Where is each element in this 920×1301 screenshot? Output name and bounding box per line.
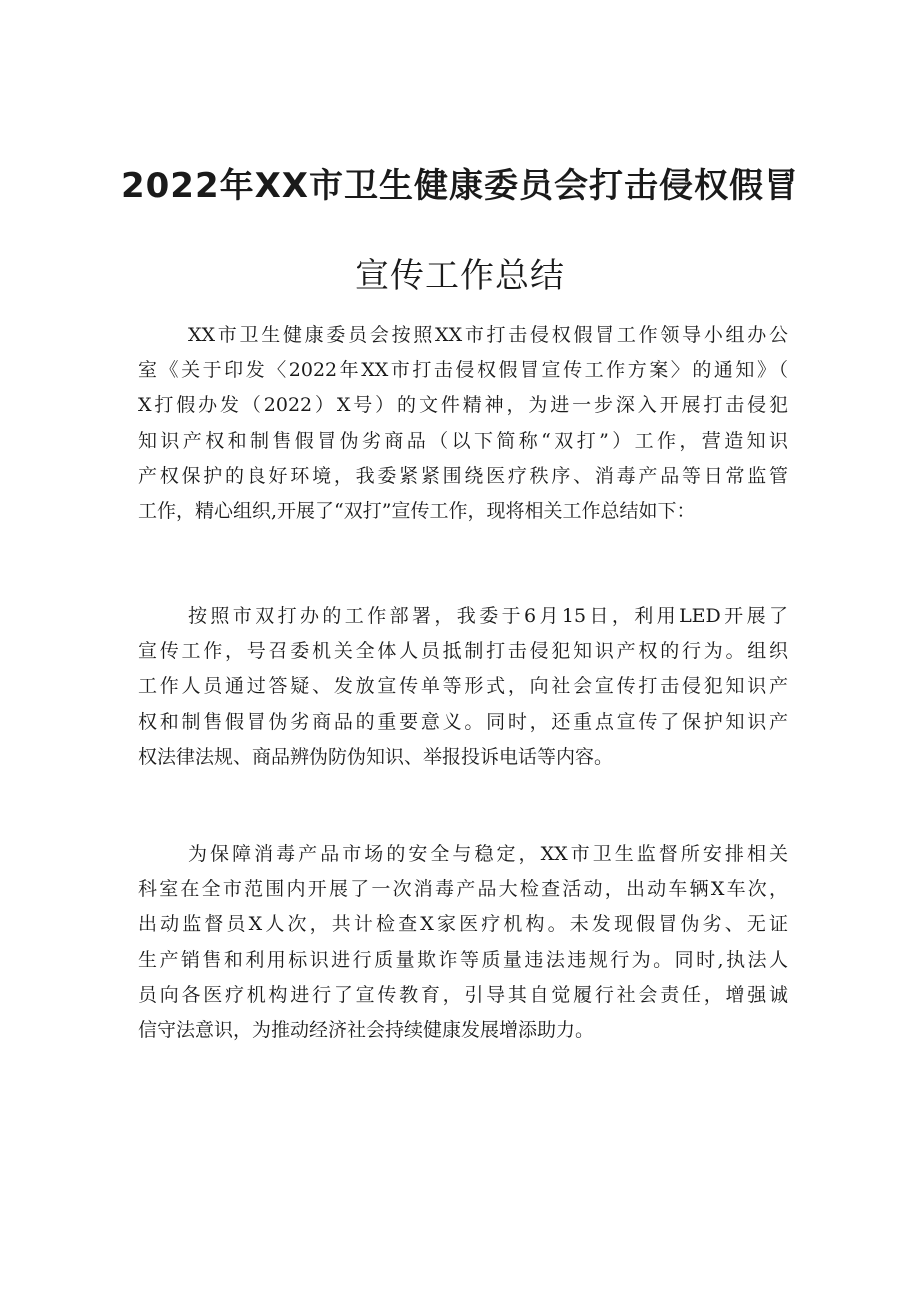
paragraph-intro: [138, 318, 788, 529]
paragraph-line: XX市卫生健康委员会按照XX市打击侵权假冒工作领导小组办公: [188, 324, 788, 346]
paragraph-line: 产权保护的良好环境，我委紧紧围绕医疗秩序、消毒产品等日常监管: [138, 464, 788, 487]
paragraph-line: 科室在全市范围内开展了一次消毒产品大检查活动，出动车辆X车次，: [138, 878, 788, 901]
paragraph-line: 按照市双打办的工作部署，我委于6月15日，利用LED开展了: [188, 605, 788, 627]
paragraph-disinfection-inspection: [138, 837, 788, 1048]
paragraph-line: 宣传工作，号召委机关全体人员抵制打击侵犯知识产权的行为。组织: [138, 640, 788, 663]
paragraph-line: 工作，精心组织,开展了“双打”宣传工作，现将相关工作总结如下：: [138, 499, 696, 522]
document-title-line-2: 宣传工作总结: [355, 256, 565, 296]
paragraph-led-campaign: [138, 599, 788, 775]
paragraph-line: 生产销售和利用标识进行质量欺诈等质量违法违规行为。同时,执法人: [138, 948, 788, 971]
paragraph-line: 员向各医疗机构进行了宣传教育，引导其自觉履行社会责任，增强诚: [138, 983, 788, 1006]
paragraph-line: 室《关于印发〈2022年XX市打击侵权假冒宣传工作方案〉的通知》（: [138, 359, 788, 382]
paragraph-line: 工作人员通过答疑、发放宣传单等形式，向社会宣传打击侵犯知识产: [138, 675, 788, 698]
paragraph-line: 权和制售假冒伪劣商品的重要意义。同时，还重点宣传了保护知识产: [138, 710, 788, 733]
document-title-line-1: 2022年XX市卫生健康委员会打击侵权假冒: [120, 166, 800, 206]
paragraph-line: X打假办发（2022）X号）的文件精神，为进一步深入开展打击侵犯: [138, 394, 788, 417]
paragraph-line: 信守法意识，为推动经济社会持续健康发展增添助力。: [138, 1018, 595, 1041]
paragraph-line: 出动监督员X人次，共计检查X家医疗机构。未发现假冒伪劣、无证: [138, 913, 788, 936]
paragraph-line: 权法律法规、商品辨伪防伪知识、举报投诉电话等内容。: [138, 745, 614, 768]
paragraph-line: 为保障消毒产品市场的安全与稳定，XX市卫生监督所安排相关: [188, 843, 788, 865]
paragraph-line: 知识产权和制售假冒伪劣商品（以下简称“双打”）工作，营造知识: [138, 429, 788, 452]
